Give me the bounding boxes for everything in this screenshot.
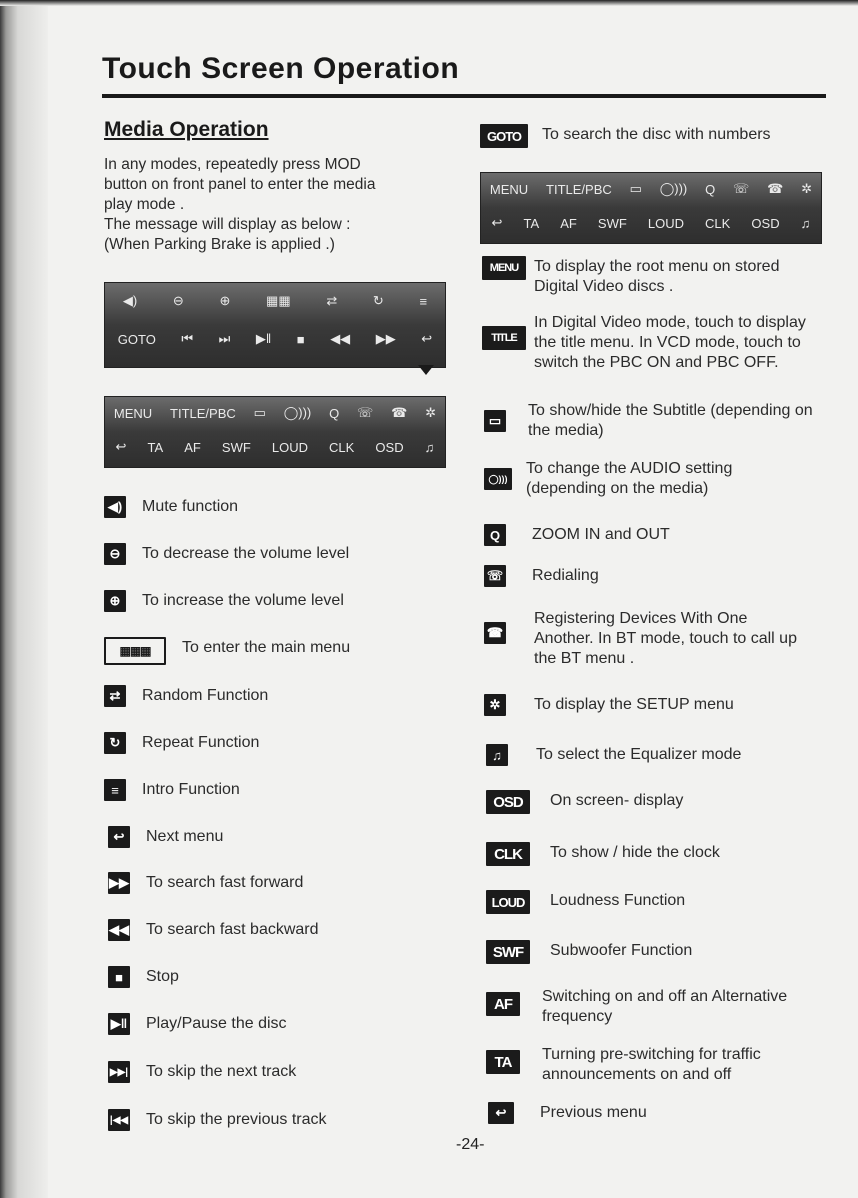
legend-label: To search fast backward xyxy=(146,921,319,938)
legend-label: To decrease the volume level xyxy=(142,545,350,562)
screen2-icon[interactable]: ♫ xyxy=(424,439,435,455)
screen1-top-row xyxy=(105,293,445,309)
screen3-icon[interactable]: CLK xyxy=(705,215,731,231)
screen3-icon[interactable]: TITLE/PBC xyxy=(546,181,612,197)
legend-label: To skip the next track xyxy=(146,1063,297,1080)
legend-label: ZOOM IN and OUT xyxy=(532,526,670,543)
speaker-mute-icon: ◀) xyxy=(104,496,126,518)
screen3-icon[interactable]: OSD xyxy=(751,215,780,231)
screen2-icon[interactable]: ☏ xyxy=(357,405,374,420)
main-menu-icon: ▦▦▦ xyxy=(104,637,166,665)
screen1-icon[interactable]: ▶‖ xyxy=(255,331,272,346)
volume-down-icon: ⊖ xyxy=(104,543,126,565)
screen3-icon[interactable]: ◯))) xyxy=(659,181,688,196)
play-pause-icon: ▶‖ xyxy=(108,1013,130,1035)
legend-label: Turning pre-switching for traffic announcements on and off xyxy=(542,1046,761,1083)
next-menu-icon: ↩ xyxy=(108,826,130,848)
legend-item xyxy=(486,940,816,964)
screen3-icon[interactable]: ♫ xyxy=(800,215,811,231)
random-icon: ⇄ xyxy=(104,685,126,707)
subtitle-icon: ▭ xyxy=(484,410,506,432)
screen3-icon[interactable]: ✲ xyxy=(801,181,813,196)
equalizer-icon: ♫ xyxy=(486,744,508,766)
legend-label: Subwoofer Function xyxy=(550,942,693,959)
screen1-icon[interactable]: ■ xyxy=(296,331,305,347)
screen3-bottom-row xyxy=(481,215,821,231)
legend-item xyxy=(488,1102,818,1124)
legend-label: To skip the previous track xyxy=(146,1111,327,1128)
legend-label: Stop xyxy=(146,968,179,985)
fast-backward-icon: ◀◀ xyxy=(108,919,130,941)
legend-item xyxy=(486,790,816,814)
legend-label: In Digital Video mode, touch to display the title menu. In VCD mode, touch to switch the PBC ON and PBC OFF. xyxy=(534,314,806,371)
legend-item xyxy=(104,685,268,707)
intro-line: play mode . xyxy=(104,196,185,213)
skip-next-icon: ▶▶| xyxy=(108,1061,130,1083)
screen3-icon[interactable]: ▭ xyxy=(629,181,642,196)
screen2-icon[interactable]: ◯))) xyxy=(283,405,312,420)
screen2-bottom-row xyxy=(105,439,445,455)
legend-item xyxy=(486,744,816,766)
screen1-icon[interactable]: ⊖ xyxy=(172,293,184,308)
screen3-icon[interactable]: Q xyxy=(705,181,716,197)
screen1-icon[interactable]: ≡ xyxy=(419,293,428,309)
legend-label: Random Function xyxy=(142,687,269,704)
legend-item xyxy=(484,694,814,716)
legend-label: Play/Pause the disc xyxy=(146,1015,287,1032)
book-binding-shadow xyxy=(0,0,48,1198)
intro-line: The message will display as below : xyxy=(104,216,351,233)
zoom-icon: Q xyxy=(484,524,506,546)
screen3-icon[interactable]: ☏ xyxy=(733,181,750,196)
page-title: Touch Screen Operation xyxy=(102,52,460,85)
clock-icon: CLK xyxy=(486,842,530,866)
legend-label: Next menu xyxy=(146,828,224,845)
intro-text xyxy=(104,155,464,255)
screen3-icon[interactable]: MENU xyxy=(489,181,529,197)
legend-label: Intro Function xyxy=(142,781,240,798)
page-top-edge xyxy=(0,0,858,6)
screen3-icon[interactable]: LOUD xyxy=(647,215,684,231)
screen2-icon[interactable]: CLK xyxy=(329,439,355,455)
legend-label: To search fast forward xyxy=(146,874,304,891)
legend-label: To display the SETUP menu xyxy=(534,696,734,713)
legend-label: To search the disc with numbers xyxy=(542,126,771,143)
screen2-icon[interactable]: SWF xyxy=(221,439,251,455)
screen2-icon[interactable]: ✲ xyxy=(425,405,437,420)
legend-item xyxy=(108,919,319,941)
legend-label: To show/hide the Subtitle (depending on the media) xyxy=(528,402,813,439)
legend-label: To change the AUDIO setting (depending on the media) xyxy=(526,460,733,497)
af-icon: AF xyxy=(486,992,520,1016)
screen2-icon[interactable]: MENU xyxy=(113,405,153,421)
screen2-icon[interactable]: Q xyxy=(329,405,340,421)
title-pbc-icon: TITLE xyxy=(482,326,526,350)
screen1-icon[interactable]: ◀◀ xyxy=(330,331,351,346)
legend-item xyxy=(104,543,349,565)
legend-item xyxy=(104,637,350,665)
legend-label: Redialing xyxy=(532,567,599,584)
media-screen-3 xyxy=(480,172,822,244)
legend-item xyxy=(104,590,344,612)
legend-label: To enter the main menu xyxy=(182,639,351,656)
volume-up-icon: ⊕ xyxy=(104,590,126,612)
screen2-icon[interactable]: ↩ xyxy=(115,439,127,454)
screen1-icon[interactable]: ↩ xyxy=(421,331,433,346)
previous-menu-icon: ↩ xyxy=(488,1102,514,1124)
screen1-icon[interactable]: ↻ xyxy=(372,293,384,308)
legend-item xyxy=(108,1013,287,1035)
legend-label: Mute function xyxy=(142,498,239,515)
legend-label: To display the root menu on stored Digital Video discs . xyxy=(534,258,780,295)
screen2-icon[interactable]: OSD xyxy=(375,439,404,455)
legend-item xyxy=(486,842,816,866)
intro-line: (When Parking Brake is applied .) xyxy=(104,236,335,253)
screen2-icon[interactable]: ☎ xyxy=(391,405,408,420)
subwoofer-icon: SWF xyxy=(486,940,530,964)
bt-phone-icon: ☎ xyxy=(484,622,506,644)
screen1-bottom-row xyxy=(105,331,445,347)
screen2-icon[interactable]: ▭ xyxy=(253,405,266,420)
screen3-icon[interactable]: SWF xyxy=(597,215,627,231)
screen3-top-row xyxy=(481,181,821,197)
legend-label: Repeat Function xyxy=(142,734,260,751)
legend-item xyxy=(108,966,179,988)
screen1-icon[interactable]: ⏭ xyxy=(218,331,231,346)
screen1-icon[interactable]: ◀) xyxy=(122,293,138,308)
screen1-icon[interactable]: ⏮ xyxy=(181,331,194,346)
intro-line: button on front panel to enter the media xyxy=(104,176,376,193)
legend-item xyxy=(480,124,820,148)
screen3-icon[interactable]: AF xyxy=(560,215,577,231)
legend-label: Loudness Function xyxy=(550,892,686,909)
arrow-down-icon xyxy=(418,365,434,375)
legend-item xyxy=(108,1109,327,1131)
media-screen-2 xyxy=(104,396,446,468)
legend-item xyxy=(484,565,814,587)
goto-icon: GOTO xyxy=(480,124,528,148)
legend-item xyxy=(486,986,826,1027)
page-number: -24- xyxy=(456,1136,485,1153)
legend-label: To select the Equalizer mode xyxy=(536,746,742,763)
screen1-icon[interactable]: ⇄ xyxy=(326,293,338,308)
screen2-icon[interactable]: TITLE/PBC xyxy=(170,405,236,421)
screen1-icon[interactable]: GOTO xyxy=(117,331,156,347)
legend-item xyxy=(484,608,804,669)
legend-label: To show / hide the clock xyxy=(550,844,720,861)
legend-item xyxy=(484,400,814,441)
legend-item xyxy=(104,496,238,518)
legend-label: Switching on and off an Alternative frequency xyxy=(542,988,788,1025)
screen1-icon[interactable]: ▶▶ xyxy=(375,331,396,346)
osd-icon: OSD xyxy=(486,790,530,814)
skip-previous-icon: |◀◀ xyxy=(108,1109,130,1131)
legend-item xyxy=(484,524,814,546)
intro-icon: ≡ xyxy=(104,779,126,801)
stop-icon: ■ xyxy=(108,966,130,988)
legend-label: To increase the volume level xyxy=(142,592,344,609)
legend-item xyxy=(108,826,223,848)
ta-icon: TA xyxy=(486,1050,520,1074)
media-screen-1 xyxy=(104,282,446,368)
audio-icon: ◯))) xyxy=(484,468,512,490)
section-title: Media Operation xyxy=(104,118,269,141)
legend-item xyxy=(108,1061,296,1083)
fast-forward-icon: ▶▶ xyxy=(108,872,130,894)
title-underline xyxy=(102,94,826,98)
legend-label: Registering Devices With One Another. In BT mode, touch to call up the BT menu . xyxy=(534,610,797,667)
screen2-icon[interactable]: LOUD xyxy=(271,439,308,455)
legend-item xyxy=(486,890,816,914)
screen2-icon[interactable]: TA xyxy=(147,439,164,455)
screen2-top-row xyxy=(105,405,445,421)
legend-item xyxy=(484,458,814,499)
screen2-icon[interactable]: AF xyxy=(184,439,201,455)
screen3-icon[interactable]: TA xyxy=(523,215,540,231)
repeat-icon: ↻ xyxy=(104,732,126,754)
menu-icon: MENU xyxy=(482,256,526,280)
setup-icon: ✲ xyxy=(484,694,506,716)
loudness-icon: LOUD xyxy=(486,890,530,914)
legend-label: Previous menu xyxy=(540,1104,647,1121)
redial-icon: ☏ xyxy=(484,565,506,587)
screen3-icon[interactable]: ☎ xyxy=(767,181,784,196)
intro-line: In any modes, repeatedly press MOD xyxy=(104,156,361,173)
legend-item xyxy=(482,312,812,373)
screen3-icon[interactable]: ↩ xyxy=(491,215,503,230)
legend-item xyxy=(108,872,303,894)
legend-item xyxy=(104,732,259,754)
legend-item xyxy=(486,1044,826,1085)
screen1-icon[interactable]: ▦▦ xyxy=(266,293,291,308)
screen1-icon[interactable]: ⊕ xyxy=(219,293,231,308)
legend-item xyxy=(482,256,822,297)
legend-item xyxy=(104,779,240,801)
legend-label: On screen- display xyxy=(550,792,684,809)
